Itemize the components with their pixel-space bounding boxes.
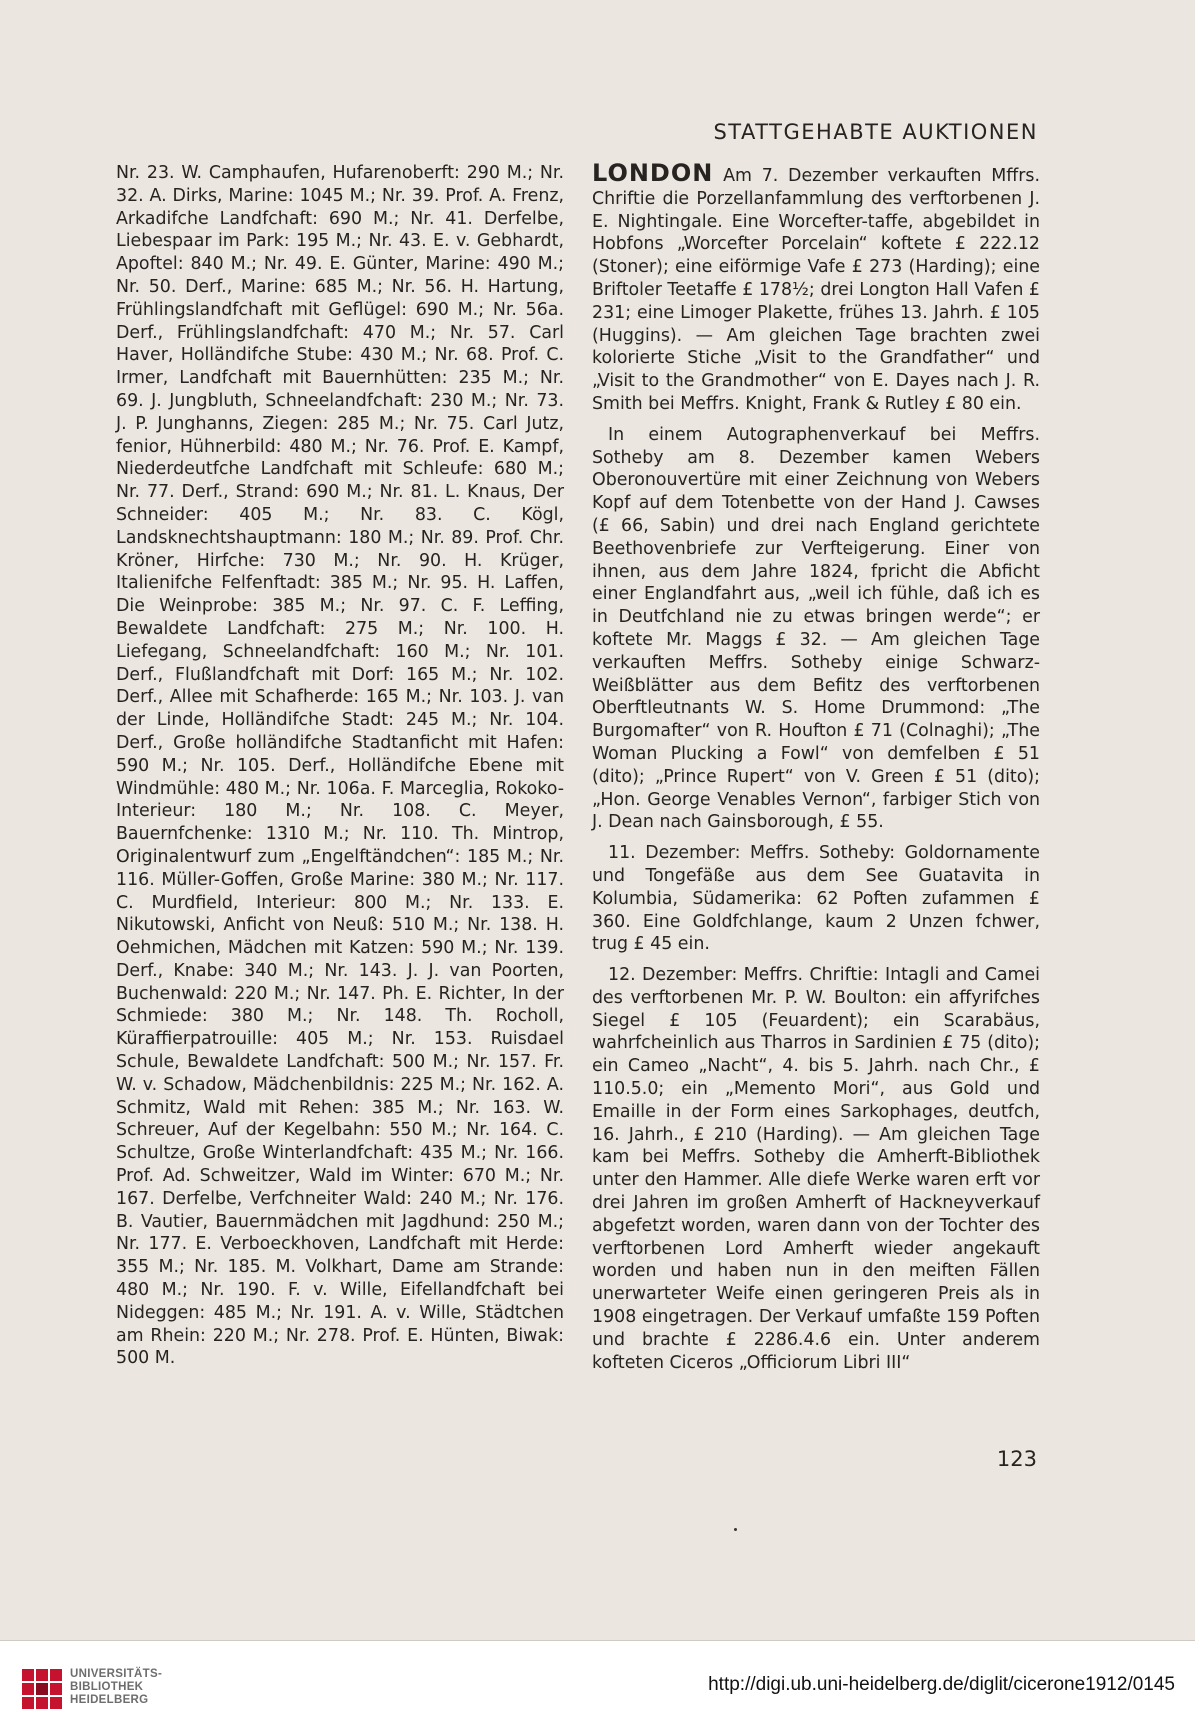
library-name-line: BIBLIOTHEK	[70, 1681, 144, 1693]
auction-list-text: Nr. 23. W. Camphaufen, Hufarenoberft: 290 M.; Nr. 32. A. Dirks, Marine: 1045 M.; Nr. 39. Prof. A. Frenz, Arkadifche Landfchaft: 690 M.; Nr. 41. Derfelbe, Liebespaar im Park: 195 M.; Nr. 43. E. v. Gebhardt, Apoftel: 840 M.; Nr. 49. E. Günter, Marine: 490 M.; Nr. 50. Derf., Marine: 685 M.; Nr. 56. H. Hartung, Frühlingslandfchaft mit Geflügel: 690 M.; Nr. 56a. Derf., Frühlingslandfchaft: 470 M.; Nr. 57. Carl Haver, Holländifche Stube: 430 M.; Nr. 68. Prof. C. Irmer, Landfchaft mit Bauernhütten: 235 M.; Nr. 69. J. Jungbluth, Schneelandfchaft: 230 M.; Nr. 73. J. P. Junghanns, Ziegen: 285 M.; Nr. 75. Carl Jutz, fenior, Hühnerbild: 480 M.; Nr. 76. Prof. E. Kampf, Niederdeutfche Landfchaft mit Schleufe: 680 M.; Nr. 77. Derf., Strand: 690 M.; Nr. 81. L. Knaus, Der Schneider: 405 M.; Nr. 83. C. Kögl, Landsknechtshauptmann: 180 M.; Nr. 89. Prof. Chr. Kröner, Hirfche: 730 M.; Nr. 90. H. Krüger, Italienifche Felfenftadt: 385 M.; Nr. 95. H. Laffen, Die Weinprobe: 385 M.; Nr. 97. C. F. Leffing, Bewaldete Landfchaft: 275 M.; Nr. 100. H. Liefegang, Schneelandfchaft: 160 M.; Nr. 101. Derf., Flußlandfchaft mit Dorf: 165 M.; Nr. 102. Derf., Allee mit Schafherde: 165 M.; Nr. 103. J. van der Linde, Holländifche Stadt: 245 M.; Nr. 104. Derf., Große holländifche Stadtanficht mit Hafen: 590 M.; Nr. 105. Derf., Holländifche Ebene mit Windmühle: 480 M.; Nr. 106a. F. Marceglia, Rokoko-Interieur: 180 M.; Nr. 108. C. Meyer, Bauernfchenke: 1310 M.; Nr. 110. Th. Mintrop, Originalentwurf zum „Engelftändchen“: 185 M.; Nr. 116. Müller-Goffen, Große Marine: 380 M.; Nr. 117. C. Murdfield, Interieur: 800 M.; Nr. 133. E. Nikutowski, Anficht von Neuß: 510 M.; Nr. 138. H. Oehmichen, Mädchen mit Katzen: 590 M.; Nr. 139. Derf., Knabe: 340 M.; Nr. 143. J. J. van Poorten, Buchenwald: 220 M.; Nr. 147. Ph. E. Richter, In der Schmiede: 380 M.; Nr. 148. Th. Rocholl, Küraffierpatrouille: 405 M.; Nr. 153. Ruisdael Schule, Bewaldete Landfchaft: 500 M.; Nr. 157. Fr. W. v. Schadow, Mädchenbildnis: 225 M.; Nr. 162. A. Schmitz, Wald mit Rehen: 385 M.; Nr. 163. W. Schreuer, Auf der Kegelbahn: 550 M.; Nr. 164. C. Schultze, Große Winterlandfchaft: 435 M.; Nr. 166. Prof. Ad. Schweitzer, Wald im Winter: 670 M.; Nr. 167. Derfelbe, Verfchneiter Wald: 240 M.; Nr. 176. B. Vautier, Bauernmädchen mit Jagdhund: 250 M.; Nr. 177. E. Verboeckhoven, Landfchaft mit Herde: 355 M.; Nr. 185. M. Volkhart, Dame am Strande: 480 M.; Nr. 190. F. v. Wille, Eifellandfchaft bei Nideggen: 485 M.; Nr. 191. A. v. Wille, Städtchen am Rhein: 220 M.; Nr. 278. Prof. E. Hünten, Biwak: 500 M.	[116, 163, 564, 1369]
paragraph-dec-11: 11. Dezember: Meffrs. Sotheby: Goldornamente und Tongefäße aus dem See Guatavita in Kolumbia, Südamerika: 62 Poften zufammen £ 360. Eine Goldfchlange, kaum 2 Unzen fchwer, trug £ 45 ein.	[592, 843, 1040, 955]
running-head: STATTGEHABTE AUKTIONEN	[713, 120, 1038, 144]
library-name-line: HEIDELBERG	[70, 1694, 149, 1706]
library-name-line: UNIVERSITÄTS-	[70, 1668, 163, 1680]
paragraph-london	[592, 159, 1040, 416]
library-name	[70, 1668, 162, 1707]
page-number: 123	[996, 1447, 1037, 1471]
section-heading-london: LONDON	[592, 159, 714, 187]
print-speck	[734, 1528, 737, 1531]
left-column	[116, 162, 564, 1370]
footer-bar	[0, 1640, 1195, 1735]
paragraph-text: Am 7. Dezember verkauften Mffrs. Chriftie die Porzellanfammlung des verftorbenen J. E. Nightingale. Eine Worcefter-taffe, abgebildet in Hobfons „Worcefter Porcelain“ koftete £ 222.12 (Stoner); eine eiförmige Vafe £ 273 (Harding); eine Briftoler Teetaffe £ 178½; drei Longton Hall Vafen £ 231; eine Limoger Plakette, frühes 13. Jahrh. £ 105 (Huggins). — Am gleichen Tage brachten zwei kolorierte Stiche „Visit to the Grandfather“ und „Visit to the Grandmother“ von E. Dayes nach J. R. Smith bei Meffrs. Knight, Frank & Rutley £ 80 ein.	[592, 166, 1040, 414]
right-column	[592, 159, 1040, 1374]
paragraph-dec-12: 12. Dezember: Meffrs. Chriftie: Intagli and Camei des verftorbenen Mr. P. W. Boulton: ein affyrifches Siegel £ 105 (Feuardent); ein Scarabäus, wahrfcheinlich aus Tharros in Sardinien £ 75 (dito); ein Cameo „Nacht“, 4. bis 5. Jahrh. nach Chr., £ 110.5.0; ein „Memento Mori“, aus Gold und Emaille in der Form eines Sarkophages, deutfch, 16. Jahrh., £ 210 (Harding). — Am gleichen Tage kam bei Meffrs. Sotheby die Amherft-Bibliothek unter den Hammer. Alle diefe Werke waren erft vor drei Jahren im großen Amherft of Hackneyverkauf abgefetzt worden, waren dann von der Tochter des verftorbenen Lord Amherft wieder angekauft worden und haben nun in den meiften Fällen unerwarteter Weife einen geringeren Preis als in 1908 eingetragen. Der Verkauf umfaßte 159 Poften und brachte £ 2286.4.6 ein. Unter anderem kofteten Ciceros „Officiorum Libri III“	[592, 965, 1040, 1373]
source-url-link[interactable]: http://digi.ub.uni-heidelberg.de/diglit/cicerone1912/0145	[708, 1674, 1175, 1695]
paragraph-autographs: In einem Autographenverkauf bei Meffrs. Sotheby am 8. Dezember kamen Webers Oberonouvertüre mit einer Zeichnung von Webers Kopf auf dem Totenbette von der Hand J. Cawses (£ 66, Sabin) und drei nach England gerichtete Beethovenbriefe zur Verfteigerung. Einer von ihnen, aus dem Jahre 1824, fpricht die Abficht einer Englandfahrt aus, „weil ich fühle, daß ich es in Deutfchland nie zu etwas bringen werde“; er koftete Mr. Maggs £ 32. — Am gleichen Tage verkauften Meffrs. Sotheby einige Schwarz-Weißblätter aus dem Befitz des verftorbenen Oberftleutnants W. S. Home Drummond: „The Burgomafter“ von R. Houfton £ 71 (Colnaghi); „The Woman Plucking a Fowl“ von demfelben £ 51 (dito); „Prince Rupert“ von V. Green £ 51 (dito); „Hon. George Venables Vernon“, farbiger Stich von J. Dean nach Gainsborough, £ 55.	[592, 424, 1040, 833]
university-library-logo-icon	[20, 1667, 64, 1711]
